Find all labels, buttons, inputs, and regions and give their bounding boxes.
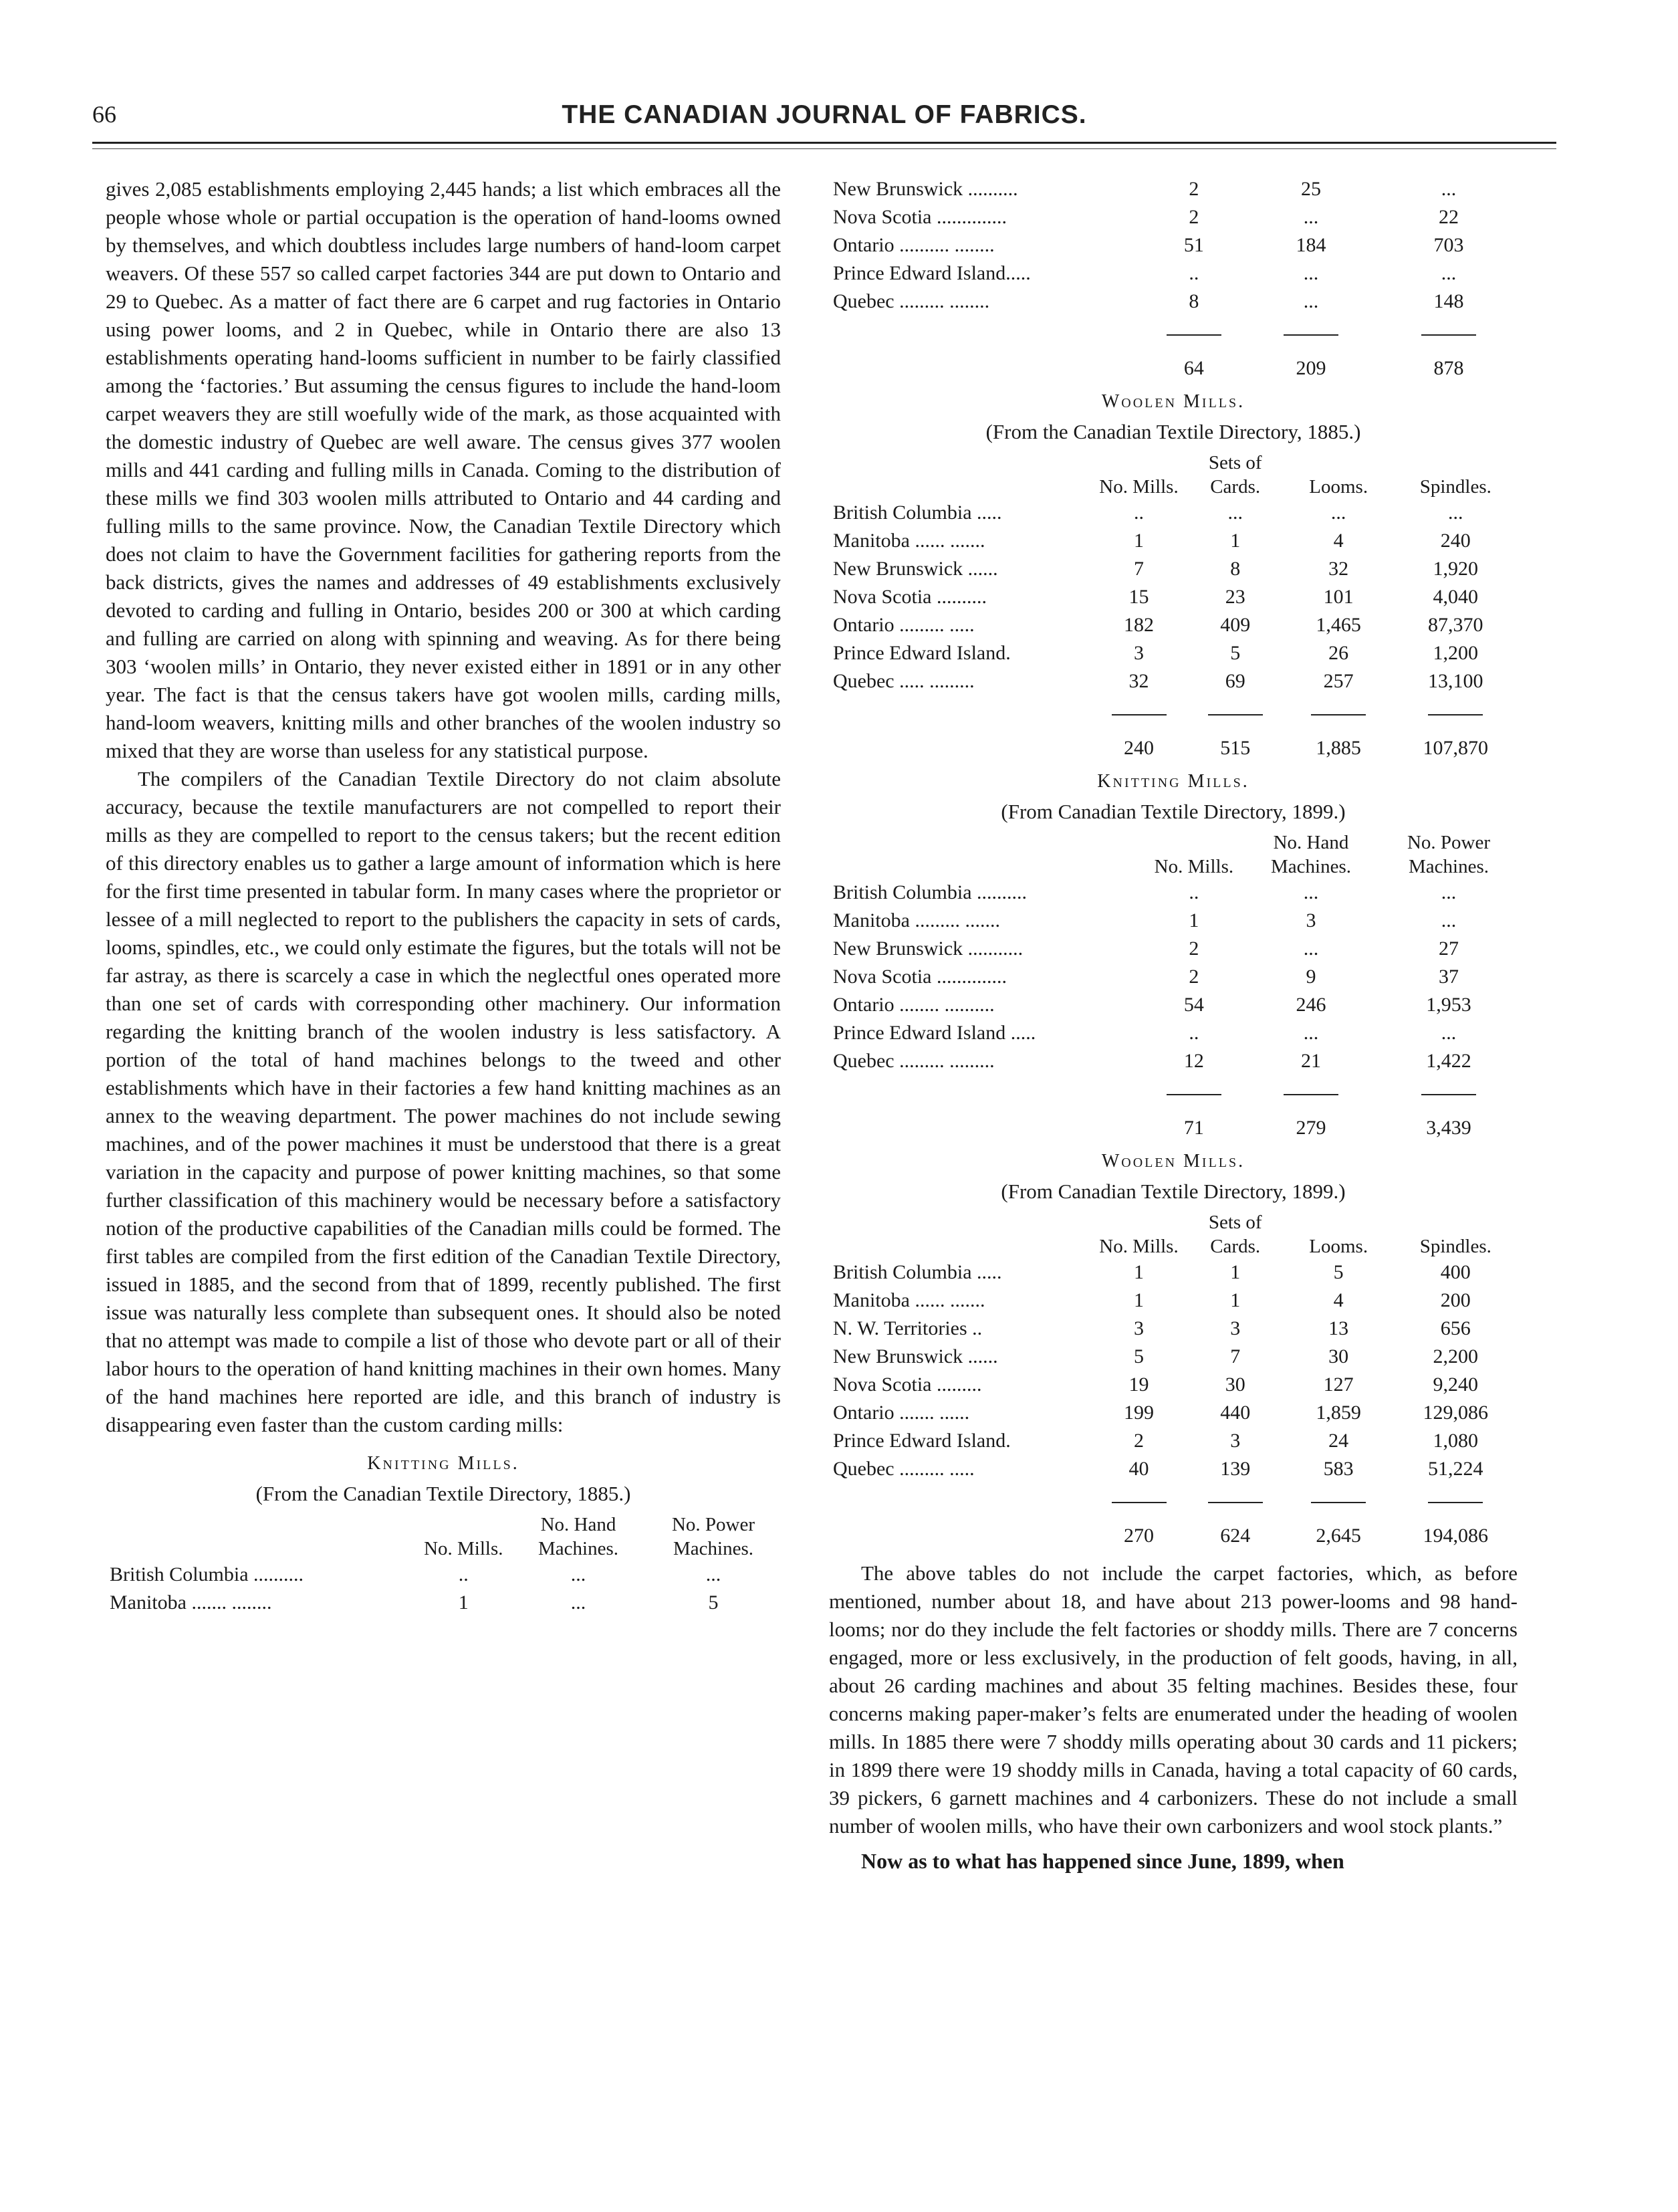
total-cell: 107,870 [1423, 737, 1489, 759]
table-cell: 1 [1134, 1261, 1144, 1283]
table-cell: ... [1303, 937, 1319, 960]
table-cell: 400 [1440, 1261, 1471, 1283]
table-cell: 9 [1306, 966, 1316, 988]
table-row [829, 879, 1518, 907]
total-row [829, 344, 1518, 382]
total-rule [829, 316, 1518, 344]
column-header: Looms. [1309, 1236, 1368, 1257]
table-cell: 1,465 [1316, 614, 1361, 636]
table-cell: 3 [1134, 1317, 1144, 1339]
table-row [829, 259, 1518, 288]
table-cell: ... [1441, 909, 1457, 931]
table-cell: 1 [458, 1591, 469, 1614]
column-header [106, 1513, 416, 1561]
table-row [829, 1047, 1518, 1075]
knitting-mills-1899-table [829, 831, 1518, 1142]
total-cell: 71 [1183, 1117, 1204, 1139]
column-header: No. Mills. [424, 1538, 503, 1559]
table-cell: 21 [1300, 1050, 1321, 1072]
column-header: No. Mills. [1099, 476, 1179, 497]
paragraph: Now as to what has happened since June, 1899, when [861, 1849, 1344, 1873]
table-header-row [106, 1513, 781, 1561]
table-row [829, 667, 1518, 695]
table-row [829, 1427, 1518, 1455]
table-cell: 1 [1134, 530, 1144, 552]
table-cell: 2,200 [1433, 1345, 1479, 1367]
table-source: (From the Canadian Textile Directory, 1885.) [255, 1482, 631, 1505]
table-row [829, 1371, 1518, 1399]
table-cell: ... [1227, 502, 1243, 524]
table-cell: 4,040 [1433, 586, 1479, 608]
table-cell: 19 [1128, 1373, 1149, 1396]
table-cell: 2 [1189, 206, 1199, 228]
table-cell: 2 [1189, 937, 1199, 960]
table-cell: 240 [1440, 530, 1471, 552]
table-title: Woolen Mills. [1101, 1151, 1245, 1172]
table-row [829, 1315, 1518, 1343]
column-header: No. Power Machines. [671, 1514, 755, 1559]
table-cell: 32 [1128, 670, 1149, 692]
table-cell: 30 [1225, 1373, 1245, 1396]
column-header: No. Mills. [1154, 856, 1234, 877]
table-row [829, 203, 1518, 231]
table-cell: 26 [1328, 642, 1349, 664]
header-rule-thin [92, 148, 1556, 149]
province-cell: Ontario ........ .......... [833, 994, 995, 1016]
province-cell: British Columbia .......... [110, 1563, 304, 1585]
table-cell: ... [1303, 206, 1319, 228]
table-cell: ... [1441, 881, 1457, 903]
table-row [829, 499, 1518, 527]
table-cell: 3 [1230, 1430, 1241, 1452]
province-cell: New Brunswick ...... [833, 558, 998, 580]
table-cell: 703 [1433, 234, 1464, 256]
total-row [829, 1511, 1518, 1550]
table-cell: 246 [1296, 994, 1326, 1016]
table-cell: 1 [1134, 1289, 1144, 1311]
table-row [829, 288, 1518, 316]
province-cell: Manitoba ......... ....... [833, 909, 1000, 931]
table-cell: 5 [1134, 1345, 1144, 1367]
table-row [829, 555, 1518, 583]
table-cell: 5 [708, 1591, 719, 1614]
total-cell: 209 [1296, 357, 1326, 379]
province-cell: Quebec ......... ......... [833, 1050, 995, 1072]
table-cell: 3 [1230, 1317, 1241, 1339]
table-cell: 1 [1230, 1289, 1241, 1311]
table-title: Knitting Mills. [1097, 771, 1249, 792]
table-cell: ... [570, 1591, 586, 1614]
table-cell: 69 [1225, 670, 1245, 692]
table-cell: 2 [1189, 178, 1199, 200]
table-cell: 15 [1128, 586, 1149, 608]
table-row [829, 231, 1518, 259]
table-cell: ... [570, 1563, 586, 1585]
table-cell: 3 [1134, 642, 1144, 664]
header-rule [92, 142, 1556, 144]
table-row [829, 583, 1518, 611]
table-header-row [829, 831, 1518, 879]
table-row [829, 907, 1518, 935]
table-cell: 13,100 [1428, 670, 1483, 692]
column-header [829, 1210, 1090, 1258]
table-cell: 139 [1220, 1458, 1251, 1480]
table-cell: ... [1441, 1022, 1457, 1044]
table-cell: .. [458, 1563, 469, 1585]
table-cell: 199 [1124, 1402, 1154, 1424]
province-cell: New Brunswick .......... [833, 178, 1018, 200]
total-label [829, 724, 1090, 762]
woolen-mills-1899-table [829, 1210, 1518, 1550]
table-cell: 9,240 [1433, 1373, 1479, 1396]
journal-title: THE CANADIAN JOURNAL OF FABRICS. [562, 100, 1087, 129]
table-cell: .. [1189, 262, 1199, 284]
table-cell: 129,086 [1423, 1402, 1489, 1424]
table-cell: ... [1303, 290, 1319, 312]
table-cell: 440 [1220, 1402, 1251, 1424]
page-number: 66 [92, 101, 116, 128]
total-cell: 279 [1296, 1117, 1326, 1139]
table-cell: ... [1441, 262, 1457, 284]
table-cell: .. [1189, 1022, 1199, 1044]
table-cell: 1,953 [1426, 994, 1471, 1016]
knitting-mills-1885-table-continued [829, 175, 1518, 382]
province-cell: N. W. Territories .. [833, 1317, 983, 1339]
table-cell: 13 [1328, 1317, 1349, 1339]
total-rule [829, 1483, 1518, 1511]
table-row [829, 611, 1518, 639]
table-cell: 5 [1333, 1261, 1344, 1283]
table-cell: 54 [1183, 994, 1204, 1016]
table-cell: 656 [1440, 1317, 1471, 1339]
table-cell: ... [705, 1563, 721, 1585]
column-header: Spindles. [1419, 476, 1491, 497]
province-cell: Nova Scotia .......... [833, 586, 987, 608]
table-cell: 1,920 [1433, 558, 1479, 580]
table-cell: 182 [1124, 614, 1154, 636]
province-cell: Prince Edward Island. [833, 642, 1011, 664]
table-cell: 87,370 [1428, 614, 1483, 636]
total-cell: 270 [1124, 1525, 1154, 1547]
table-cell: 184 [1296, 234, 1326, 256]
total-cell: 3,439 [1426, 1117, 1471, 1139]
table-row [829, 1019, 1518, 1047]
table-cell: 1 [1230, 1261, 1241, 1283]
paragraph: The above tables do not include the carpet factories, which, as before mentioned, number about 18, and have about 213 power-looms and 98 hand-looms; nor do they include the felt factories or shoddy mills. There are 7 concerns engaged, more or less exclusively, in the production of felt goods, having, in all, about 26 carding machines and about 35 felting machines. Besides these, four concerns making paper-maker’s felts are enumerated under the heading of woolen mills. In 1885 there were 7 shoddy mills operating about 30 cards and 11 pickers; in 1899 there were 19 shoddy mills in Canada, having a total capacity of 60 cards, 39 pickers, 6 garnett machines and 4 carbonizers. These do not include a small number of woolen mills, who have their own carbonizers and wool stock plants.” [829, 1561, 1518, 1838]
province-cell: New Brunswick ........... [833, 937, 1024, 960]
right-column [829, 175, 1518, 1875]
table-cell: 40 [1128, 1458, 1149, 1480]
province-cell: Quebec ......... ..... [833, 1458, 975, 1480]
table-row [829, 1399, 1518, 1427]
table-header-row [829, 1210, 1518, 1258]
table-cell: 3 [1306, 909, 1316, 931]
table-cell: 4 [1333, 530, 1344, 552]
table-source: (From the Canadian Textile Directory, 1885.) [985, 420, 1361, 443]
table-row [829, 175, 1518, 203]
column-header: No. Hand Machines. [1270, 832, 1351, 877]
province-cell: Nova Scotia ......... [833, 1373, 982, 1396]
total-rule [829, 695, 1518, 724]
total-cell: 878 [1433, 357, 1464, 379]
table-cell: 1 [1189, 909, 1199, 931]
table-cell: 2 [1134, 1430, 1144, 1452]
column-header: Sets of Cards. [1208, 1212, 1262, 1257]
province-cell: Nova Scotia .............. [833, 966, 1007, 988]
table-cell: 51,224 [1428, 1458, 1483, 1480]
table-cell: ... [1441, 178, 1457, 200]
province-cell: Manitoba ...... ....... [833, 1289, 985, 1311]
column-header [829, 831, 1146, 879]
table-row [829, 1258, 1518, 1287]
table-row [829, 639, 1518, 667]
table-cell: 1,422 [1426, 1050, 1471, 1072]
total-cell: 2,645 [1316, 1525, 1361, 1547]
table-cell: 27 [1438, 937, 1459, 960]
column-header: No. Mills. [1099, 1236, 1179, 1257]
total-row [829, 1103, 1518, 1142]
province-cell: New Brunswick ...... [833, 1345, 998, 1367]
province-cell: Quebec ......... ........ [833, 290, 990, 312]
total-cell: 1,885 [1316, 737, 1361, 759]
table-row [829, 935, 1518, 963]
total-cell: 624 [1220, 1525, 1251, 1547]
table-cell: 257 [1323, 670, 1354, 692]
province-cell: Prince Edward Island..... [833, 262, 1031, 284]
table-cell: 22 [1438, 206, 1459, 228]
province-cell: British Columbia ..... [833, 502, 1002, 524]
province-cell: Manitoba ....... ........ [110, 1591, 272, 1614]
table-cell: 5 [1230, 642, 1241, 664]
table-cell: 32 [1328, 558, 1349, 580]
table-cell: ... [1303, 262, 1319, 284]
table-cell: 200 [1440, 1289, 1471, 1311]
table-cell: 7 [1134, 558, 1144, 580]
table-cell: 24 [1328, 1430, 1349, 1452]
paragraph: The compilers of the Canadian Textile Directory do not claim absolute accuracy, because the textile manufacturers are not compelled to report their mills as they are compelled to report to the census takers; but the recent edition of this directory enables us to gather a large amount of information which is here for the first time presented in tabular form. In many cases where the proprietor or lessee of a mill neglected to report to the publishers the capacity in sets of cards, looms, spindles, etc., we could only estimate the figures, but the totals will not be far astray, as there is scarcely a case in which the neglectful ones operated more than one set of cards with corresponding other machinery. Our information regarding the knitting branch of the woolen industry is less satisfactory. A portion of the total of hand machines belongs to the tweed and other establishments which have in their factories a few hand knitting machines as an annex to the weaving department. The power machines do not include sewing machines, and of the power machines it must be understood that there is a great variation in the capacity and purpose of power knitting machines, so that some further classification of this machinery would be necessary before a satisfactory notion of the productive capabilities of the Canadian mills could be formed. The first tables are compiled from the first edition of the Canadian Textile Directory, issued in 1885, and the second from that of 1899, recently published. The first issue was naturally less complete than subsequent ones. It should also be noted that no attempt was made to compile a list of those who devote part or all of their labor hours to the operation of hand knitting machines in their own homes. Many of the hand machines here reported are idle, and this branch of industry is disappearing even faster than the custom carding mills: [106, 767, 781, 1436]
table-row [829, 1287, 1518, 1315]
column-header: Sets of Cards. [1208, 452, 1262, 497]
province-cell: Quebec ..... ......... [833, 670, 975, 692]
column-header: No. Hand Machines. [537, 1514, 618, 1559]
province-cell: Manitoba ...... ....... [833, 530, 985, 552]
province-cell: Prince Edward Island. [833, 1430, 1011, 1452]
total-cell: 194,086 [1423, 1525, 1489, 1547]
table-cell: 127 [1323, 1373, 1354, 1396]
table-cell: 4 [1333, 1289, 1344, 1311]
table-row [829, 527, 1518, 555]
knitting-mills-1885-table [106, 1513, 781, 1617]
table-row [106, 1589, 781, 1617]
table-cell: ... [1303, 1022, 1319, 1044]
table-cell: 8 [1230, 558, 1241, 580]
table-cell: 8 [1189, 290, 1199, 312]
table-cell: 30 [1328, 1345, 1349, 1367]
table-cell: 25 [1300, 178, 1321, 200]
province-cell: Nova Scotia .............. [833, 206, 1007, 228]
column-header: Looms. [1309, 476, 1368, 497]
table-cell: 51 [1183, 234, 1204, 256]
table-source: (From Canadian Textile Directory, 1899.) [1001, 800, 1346, 823]
table-cell: 12 [1183, 1050, 1204, 1072]
woolen-mills-1885-table [829, 451, 1518, 762]
table-cell: 101 [1323, 586, 1354, 608]
province-cell: Ontario .......... ........ [833, 234, 995, 256]
table-cell: 148 [1433, 290, 1464, 312]
total-label [829, 344, 1146, 382]
table-cell: 409 [1220, 614, 1251, 636]
column-header: Spindles. [1419, 1236, 1491, 1257]
table-cell: 583 [1323, 1458, 1354, 1480]
table-row [106, 1561, 781, 1589]
table-row [829, 991, 1518, 1019]
paragraph: gives 2,085 establishments employing 2,445 hands; a list which embraces all the people whose whole or partial occupation is the operation of hand-looms owned by themselves, and which doubtless includes large numbers of hand-loom carpet weavers. Of these 557 so called carpet factories 344 are put down to Ontario and 29 to Quebec. As a matter of fact there are 6 carpet and rug factories in Ontario using power looms, and 2 in Quebec, while in Ontario there are also 13 establishments operating hand-looms sufficient in number to be fairly classified among the ‘factories.’ But assuming the census figures to include the hand-loom carpet weavers they are still woefully wide of the mark, as those acquainted with the domestic industry of Quebec are well aware. The census gives 377 woolen mills and 441 carding and fulling mills in Canada. Coming to the distribution of these mills we find 303 woolen mills attributed to Ontario and 44 carding and fulling mills to the same province. Now, the Canadian Textile Directory which does not claim to have the Government facilities for gathering reports from the back districts, gives the names and addresses of 49 establishments exclusively devoted to carding and fulling in Ontario, besides 200 or 300 at which carding and fulling are carried on along with spinning and weaving. As for there being 303 ‘woolen mills’ in Ontario, they never existed either in 1891 or in any other year. The fact is that the census takers have got woolen mills, carding mills, hand-loom weavers, knitting mills and other branches of the woolen industry so mixed that they are worse than useless for any statistical purpose. [106, 177, 781, 762]
province-cell: Ontario ......... ..... [833, 614, 975, 636]
table-row [829, 963, 1518, 991]
table-source: (From Canadian Textile Directory, 1899.) [1001, 1180, 1346, 1203]
province-cell: British Columbia ..... [833, 1261, 1002, 1283]
table-cell: ... [1330, 502, 1346, 524]
table-row [829, 1455, 1518, 1483]
table-cell: 1,200 [1433, 642, 1479, 664]
total-rule [829, 1075, 1518, 1103]
table-cell: ... [1448, 502, 1463, 524]
table-cell: .. [1189, 881, 1199, 903]
table-cell: 23 [1225, 586, 1245, 608]
table-cell: 1,080 [1433, 1430, 1479, 1452]
total-label [829, 1511, 1090, 1550]
table-cell: .. [1134, 502, 1144, 524]
table-cell: 37 [1438, 966, 1459, 988]
table-header-row [829, 451, 1518, 499]
column-header [829, 451, 1090, 499]
total-label [829, 1103, 1146, 1142]
province-cell: Prince Edward Island ..... [833, 1022, 1036, 1044]
province-cell: British Columbia .......... [833, 881, 1028, 903]
left-column [106, 175, 781, 1617]
table-cell: ... [1303, 881, 1319, 903]
total-cell: 240 [1124, 737, 1154, 759]
table-title: Woolen Mills. [1101, 391, 1245, 412]
table-cell: 1,859 [1316, 1402, 1361, 1424]
page-header [92, 100, 1556, 140]
table-cell: 7 [1230, 1345, 1241, 1367]
province-cell: Ontario ....... ...... [833, 1402, 970, 1424]
table-title: Knitting Mills. [367, 1453, 519, 1474]
column-header: No. Power Machines. [1407, 832, 1491, 877]
table-cell: 2 [1189, 966, 1199, 988]
total-row [829, 724, 1518, 762]
table-cell: 1 [1230, 530, 1241, 552]
total-cell: 515 [1220, 737, 1251, 759]
total-cell: 64 [1183, 357, 1204, 379]
table-row [829, 1343, 1518, 1371]
